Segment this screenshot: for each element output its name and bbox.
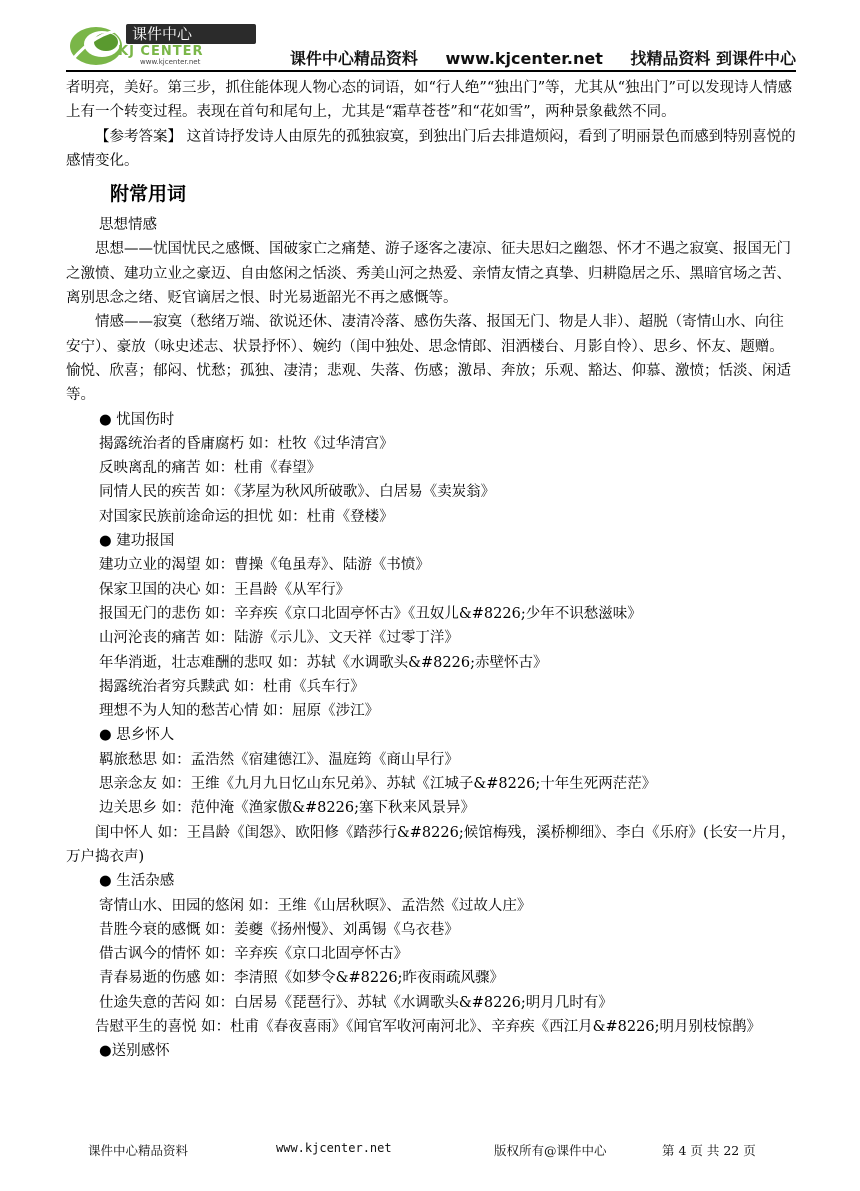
list-item: 保家卫国的决心 如：王昌龄《从军行》	[99, 581, 351, 598]
list-item: 年华消逝，壮志难酬的悲叹 如：苏轼《水调歌头&#8226;赤壁怀古》	[99, 654, 548, 671]
header-slogan: 找精品资料 到课件中心	[630, 49, 796, 68]
document-body	[66, 76, 796, 1064]
section-title: 附常用词	[110, 183, 187, 206]
list-item: 借古讽今的情怀 如：辛弃疾《京口北固亭怀古》	[99, 946, 409, 963]
list-item: 青春易逝的伤感 如：李清照《如梦令&#8226;昨夜雨疏风骤》	[99, 970, 504, 987]
list-item: 揭露统治者的昏庸腐朽 如：杜牧《过华清宫》	[99, 435, 394, 452]
subheading: 思想情感	[99, 217, 157, 234]
bullet-heading: ● 建功报国	[99, 533, 175, 550]
list-item: 报国无门的悲伤 如：辛弃疾《京口北固亭怀古》《丑奴儿&#8226;少年不识愁滋味》	[99, 605, 642, 622]
list-item: 山河沦丧的痛苦 如：陆游《示儿》、文天祥《过零丁洋》	[99, 630, 459, 647]
page-header	[66, 22, 796, 70]
header-site: www.kjcenter.net	[445, 49, 603, 68]
list-item: 昔胜今衰的感慨 如：姜夔《扬州慢》、刘禹锡《乌衣巷》	[99, 921, 459, 938]
page-number: 第 4 页 共 22 页	[662, 1143, 756, 1158]
list-item: 对国家民族前途命运的担忧 如：杜甫《登楼》	[99, 508, 394, 525]
kjcenter-logo	[66, 22, 254, 68]
list-item: 寄情山水、田园的悠闲 如：王维《山居秋暝》、孟浩然《过故人庄》	[99, 897, 532, 914]
leaf-logo-icon	[66, 22, 126, 68]
bullet-heading: ●送别感怀	[99, 1043, 170, 1060]
footer-site: www.kjcenter.net	[276, 1141, 392, 1155]
reference-answer: 【参考答案】 这首诗抒发诗人由原先的孤独寂寞，到独出门后去排遣烦闷，看到了明丽景色而感到特别喜悦的感情变化。	[66, 128, 796, 169]
bullet-heading: ● 思乡怀人	[99, 727, 175, 744]
header-divider	[66, 70, 796, 72]
list-item: 揭露统治者穷兵黩武 如：杜甫《兵车行》	[99, 678, 365, 695]
list-item: 思亲念友 如：王维《九月九日忆山东兄弟》、苏轼《江城子&#8226;十年生死两茫茫》	[99, 776, 657, 793]
logo-text-en: KJ CENTER	[118, 44, 204, 59]
bullet-heading: ● 生活杂感	[99, 873, 175, 890]
list-item: 仕途失意的苦闷 如：白居易《琵琶行》、苏轼《水调歌头&#8226;明月几时有》	[99, 994, 613, 1011]
header-text	[268, 46, 796, 69]
list-item: 理想不为人知的愁苦心情 如：屈原《涉江》	[99, 703, 380, 720]
list-item: 建功立业的渴望 如：曹操《龟虽寿》、陆游《书愤》	[99, 557, 430, 574]
paragraph: 情感——寂寞（愁绪万端、欲说还休、凄清冷落、感伤失落、报国无门、物是人非）、超脱（寄情山水、向往安宁）、豪放（咏史述志、状景抒怀）、婉约（闺中独处、思念情郎、泪洒楼台、月影自怜）、思乡、怀友、题赠。愉悦、欣喜；郁闷、忧愁；孤独、凄清；悲观、失落、伤感；激昂、奔放；乐观、豁达、仰慕、激愤；恬淡、闲适等。	[66, 314, 791, 404]
list-item: 反映离乱的痛苦 如：杜甫《春望》	[99, 460, 322, 477]
list-item: 告慰平生的喜悦 如：杜甫《春夜喜雨》《闻官军收河南河北》、辛弃疾《西江月&#8226;明月别枝惊鹊》	[95, 1018, 761, 1035]
list-item: 闺中怀人 如：王昌龄《闺怨》、欧阳修《踏莎行&#8226;候馆梅残，溪桥柳细》、李白《乐府》(长安一片月，万户捣衣声)	[66, 824, 796, 865]
header-title: 课件中心精品资料	[289, 49, 418, 68]
logo-url: www.kjcenter.net	[140, 58, 201, 66]
list-item: 同情人民的疾苦 如：《茅屋为秋风所破歌》、白居易《卖炭翁》	[99, 484, 496, 501]
logo-text-cn: 课件中心	[126, 24, 256, 44]
list-item: 羁旅愁思 如：孟浩然《宿建德江》、温庭筠《商山早行》	[99, 751, 459, 768]
footer-copyright: 版权所有@课件中心	[494, 1143, 607, 1158]
paragraph: 者明亮，美好。第三步，抓住能体现人物心态的词语，如“行人绝”“独出门”等，尤其从“独出门”可以发现诗人情感上有一个转变过程。表现在首句和尾句上，尤其是“霜草苍苍”和“花如雪”，两种景象截然不同。	[66, 80, 792, 121]
bullet-heading: ● 忧国伤时	[99, 411, 175, 428]
list-item: 边关思乡 如：范仲淹《渔家傲&#8226;塞下秋来风景异》	[99, 800, 475, 817]
paragraph: 思想——忧国忧民之感慨、国破家亡之痛楚、游子逐客之凄凉、征夫思妇之幽怨、怀才不遇之寂寞、报国无门之激愤、建功立业之豪迈、自由悠闲之恬淡、秀美山河之热爱、亲情友情之真挚、归耕隐居之乐、黑暗官场之苦、离别思念之绪、贬官谪居之恨、时光易逝韶光不再之感慨等。	[66, 241, 791, 307]
footer-left: 课件中心精品资料	[88, 1143, 189, 1158]
